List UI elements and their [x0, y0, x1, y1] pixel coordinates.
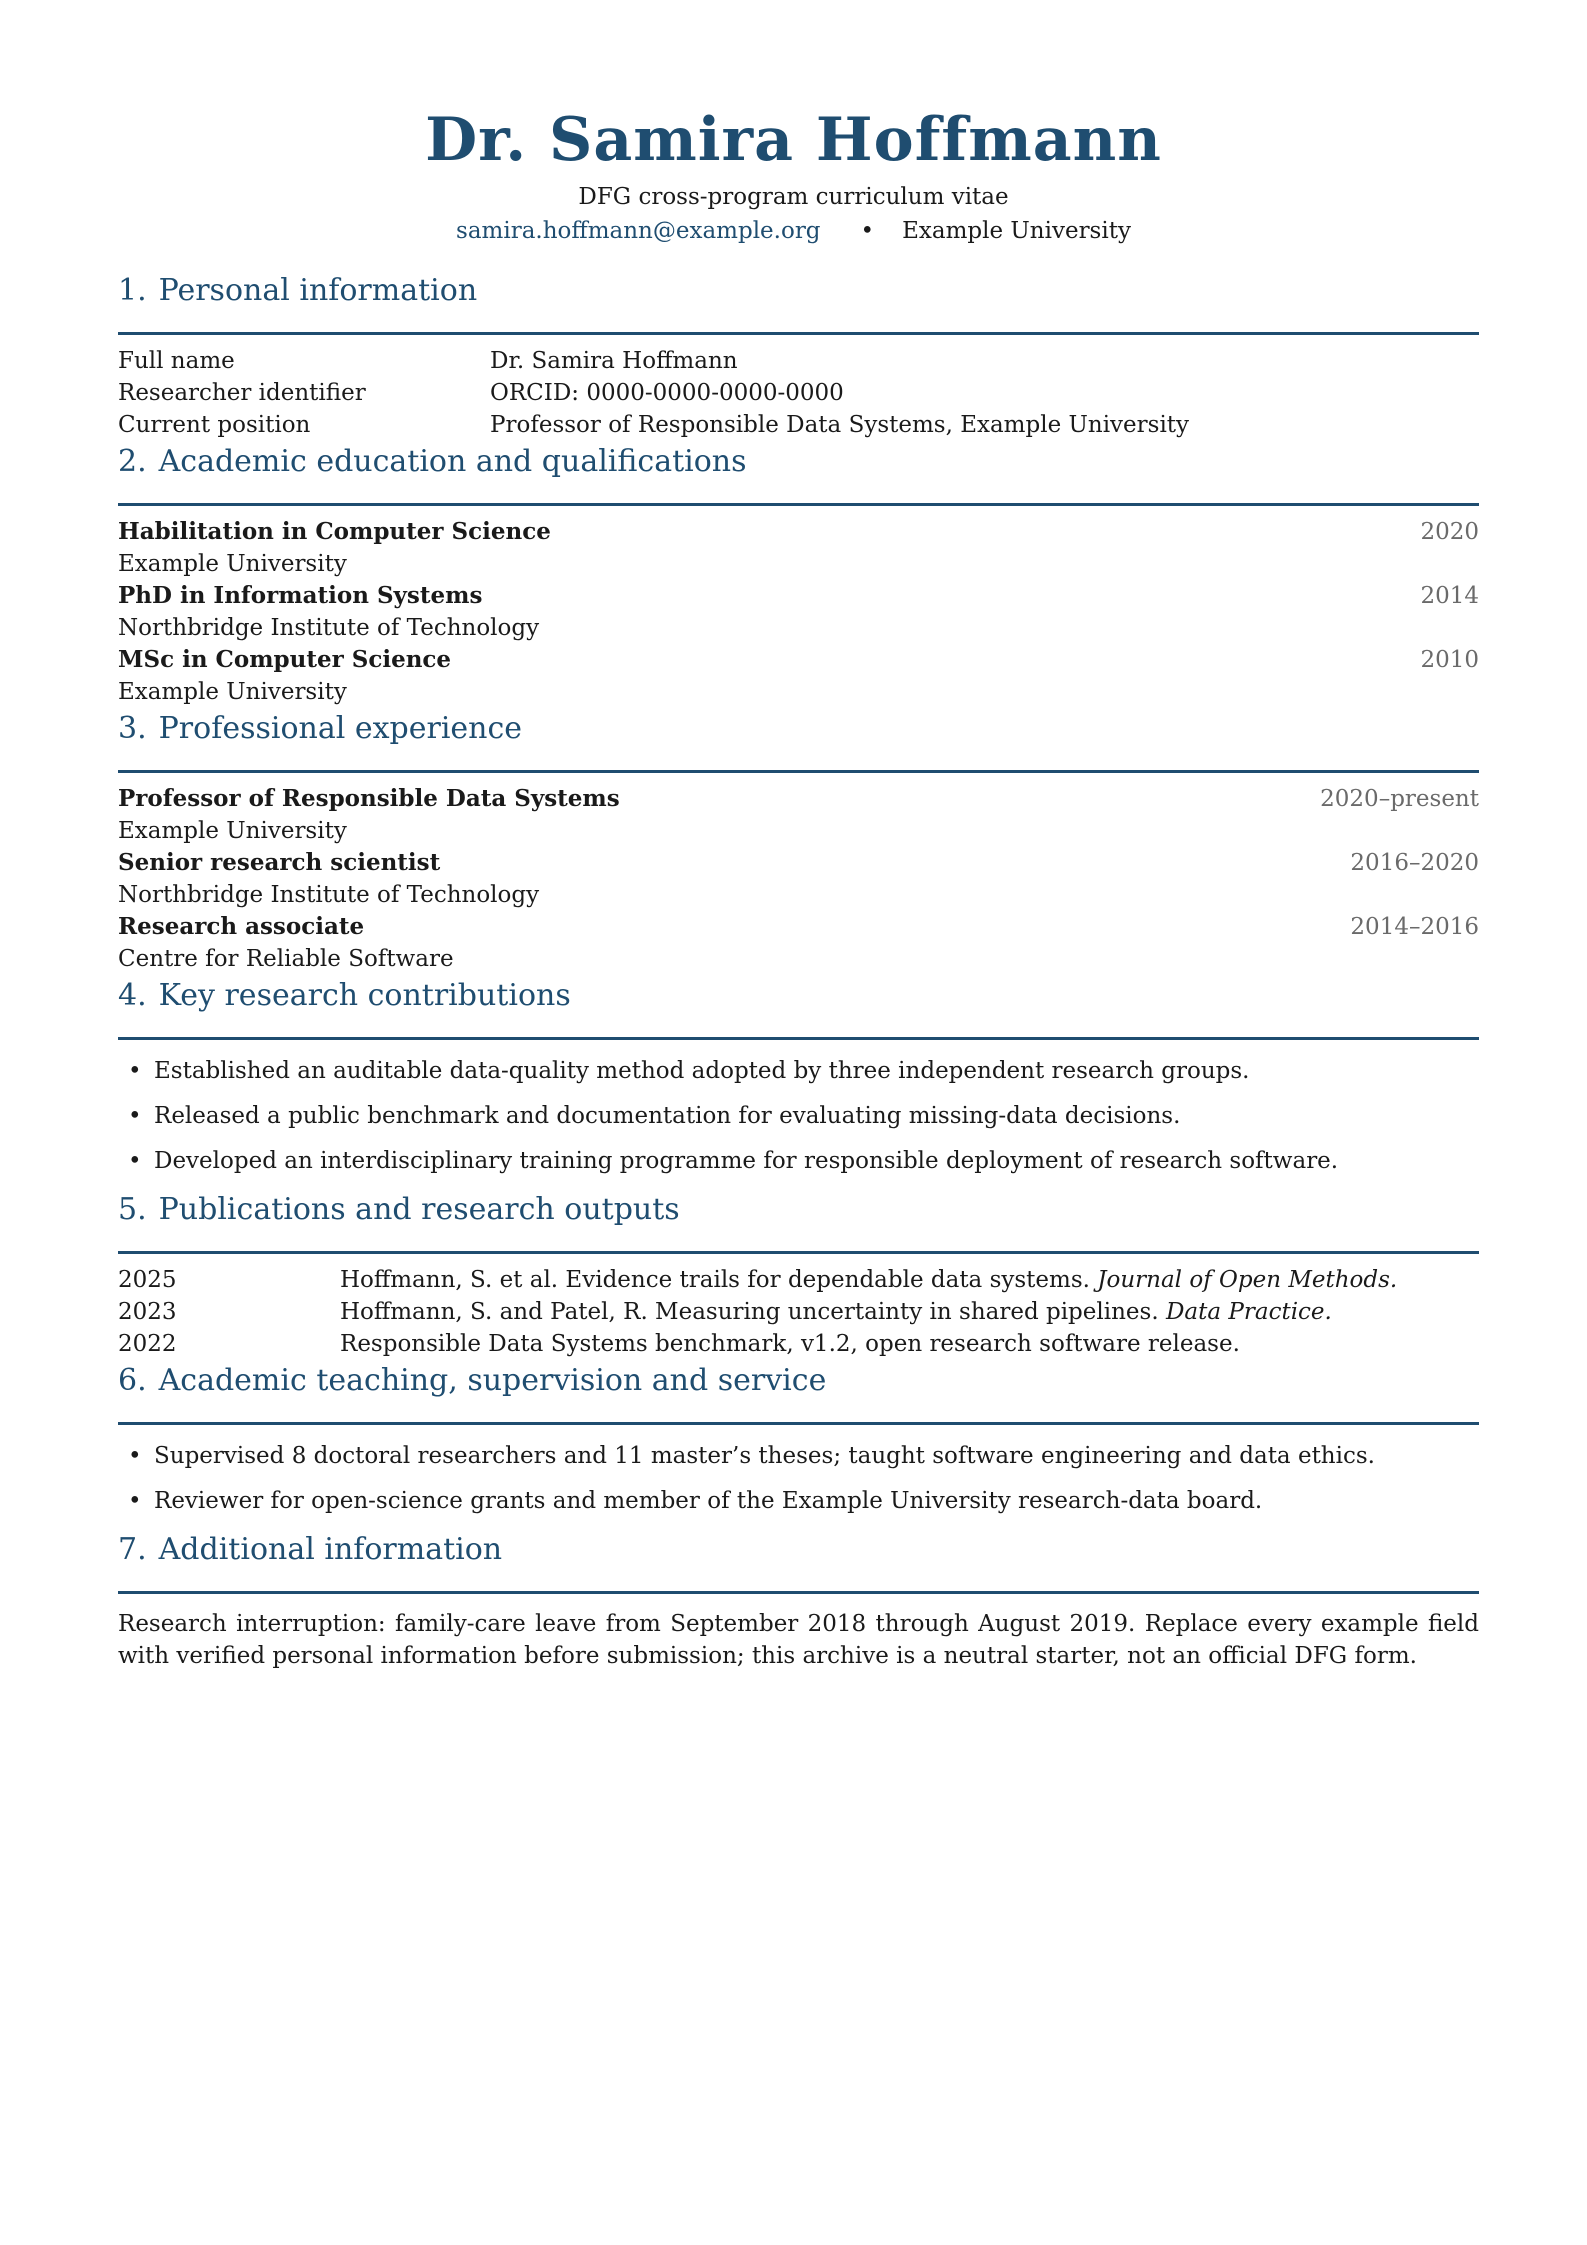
experience-entry — [118, 911, 1479, 975]
info-label: Current position — [118, 412, 311, 438]
section-rule — [118, 1037, 1479, 1040]
education-entry — [118, 516, 1479, 580]
entry-title: Research associate — [118, 913, 365, 940]
section-rule — [118, 770, 1479, 773]
info-label: Researcher identifier — [118, 380, 366, 406]
entry-org: Example University — [118, 818, 347, 844]
section-rule — [118, 1422, 1479, 1425]
separator-dot: • — [860, 218, 875, 244]
entry-title: Habilitation in Computer Science — [118, 518, 551, 545]
section-heading: 7. Additional information — [118, 1532, 503, 1567]
entry-org: Example University — [118, 679, 347, 705]
email-link[interactable]: samira.hoffmann@example.org — [456, 218, 821, 244]
publication-row — [118, 1328, 1479, 1360]
list-item: • Developed an interdisciplinary training programme for responsible deployment of research software. — [118, 1144, 1479, 1178]
entry-date: 2014 — [1420, 583, 1479, 609]
entry-title: Professor of Responsible Data Systems — [118, 785, 620, 812]
info-label: Full name — [118, 348, 235, 374]
publication-row — [118, 1296, 1479, 1328]
publication-year: 2023 — [118, 1299, 177, 1325]
page-title: Dr. Samira Hoffmann — [425, 105, 1162, 175]
list-item: • Established an auditable data-quality method adopted by three independent research groups. — [118, 1054, 1479, 1088]
list-item: • Reviewer for open-science grants and member of the Example University research-data board. — [118, 1484, 1479, 1518]
section-publications — [118, 1189, 1479, 1360]
experience-entry — [118, 783, 1479, 847]
entry-date: 2014–2016 — [1350, 914, 1479, 940]
list-item: • Released a public benchmark and documentation for evaluating missing-data decisions. — [118, 1099, 1479, 1133]
section-heading: 2. Academic education and qualifications — [118, 444, 747, 479]
teaching-list — [118, 1439, 1479, 1518]
info-value: ORCID: 0000-0000-0000-0000 — [490, 380, 844, 406]
section-teaching — [118, 1360, 1479, 1518]
contribution-list — [118, 1054, 1479, 1178]
entry-org: Northbridge Institute of Technology — [118, 615, 540, 641]
section-experience — [118, 708, 1479, 975]
additional-text: Research interruption: family-care leave from September 2018 through August 2019. Replace every example field with verified personal information before submission; this archive is a neutral starter, not an official DFG form. — [118, 1611, 1479, 1669]
section-additional — [118, 1529, 1479, 1672]
entry-date: 2020 — [1420, 519, 1479, 545]
entry-title: PhD in Information Systems — [118, 582, 483, 609]
info-row — [118, 345, 1479, 377]
entry-org: Example University — [118, 551, 347, 577]
info-value: Dr. Samira Hoffmann — [490, 348, 738, 374]
publication-venue: Journal of Open Methods. — [1097, 1267, 1398, 1293]
section-heading: 3. Professional experience — [118, 711, 523, 746]
publication-row — [118, 1264, 1479, 1296]
entry-date: 2020–present — [1320, 786, 1479, 812]
entry-title: Senior research scientist — [118, 849, 441, 876]
entry-date: 2010 — [1420, 647, 1479, 673]
publication-text: Responsible Data Systems benchmark, v1.2, open research software release. — [340, 1331, 1240, 1357]
section-rule — [118, 332, 1479, 335]
section-heading: 4. Key research contributions — [118, 978, 571, 1013]
entry-org: Northbridge Institute of Technology — [118, 882, 540, 908]
publication-text: Hoffmann, S. and Patel, R. Measuring uncertainty in shared pipelines. Data Practice. — [340, 1299, 1332, 1325]
section-rule — [118, 503, 1479, 506]
publication-year: 2025 — [118, 1267, 177, 1293]
affiliation: Example University — [902, 218, 1131, 244]
info-row — [118, 377, 1479, 409]
contact-line — [0, 216, 1587, 246]
section-personal — [118, 270, 1479, 441]
cv-subtitle: DFG cross-program curriculum vitae — [578, 184, 1009, 210]
section-heading: 6. Academic teaching, supervision and service — [118, 1363, 827, 1398]
education-entry — [118, 644, 1479, 708]
info-value: Professor of Responsible Data Systems, Example University — [490, 412, 1190, 438]
section-rule — [118, 1251, 1479, 1254]
education-entry — [118, 580, 1479, 644]
list-item: • Supervised 8 doctoral researchers and 11 master’s theses; taught software engineering and data ethics. — [118, 1439, 1479, 1473]
publication-venue: Data Practice. — [1165, 1299, 1332, 1325]
info-row — [118, 409, 1479, 441]
experience-entry — [118, 847, 1479, 911]
section-contributions — [118, 975, 1479, 1178]
entry-title: MSc in Computer Science — [118, 646, 452, 673]
section-rule — [118, 1591, 1479, 1594]
publication-text: Hoffmann, S. et al. Evidence trails for dependable data systems. Journal of Open Methods. — [340, 1267, 1398, 1293]
entry-date: 2016–2020 — [1350, 850, 1479, 876]
section-heading: 1. Personal information — [118, 273, 478, 308]
cv-header — [0, 100, 1587, 246]
publication-year: 2022 — [118, 1331, 177, 1357]
entry-org: Centre for Reliable Software — [118, 946, 454, 972]
cv-content — [118, 270, 1479, 1672]
section-education — [118, 441, 1479, 708]
section-heading: 5. Publications and research outputs — [118, 1192, 680, 1227]
